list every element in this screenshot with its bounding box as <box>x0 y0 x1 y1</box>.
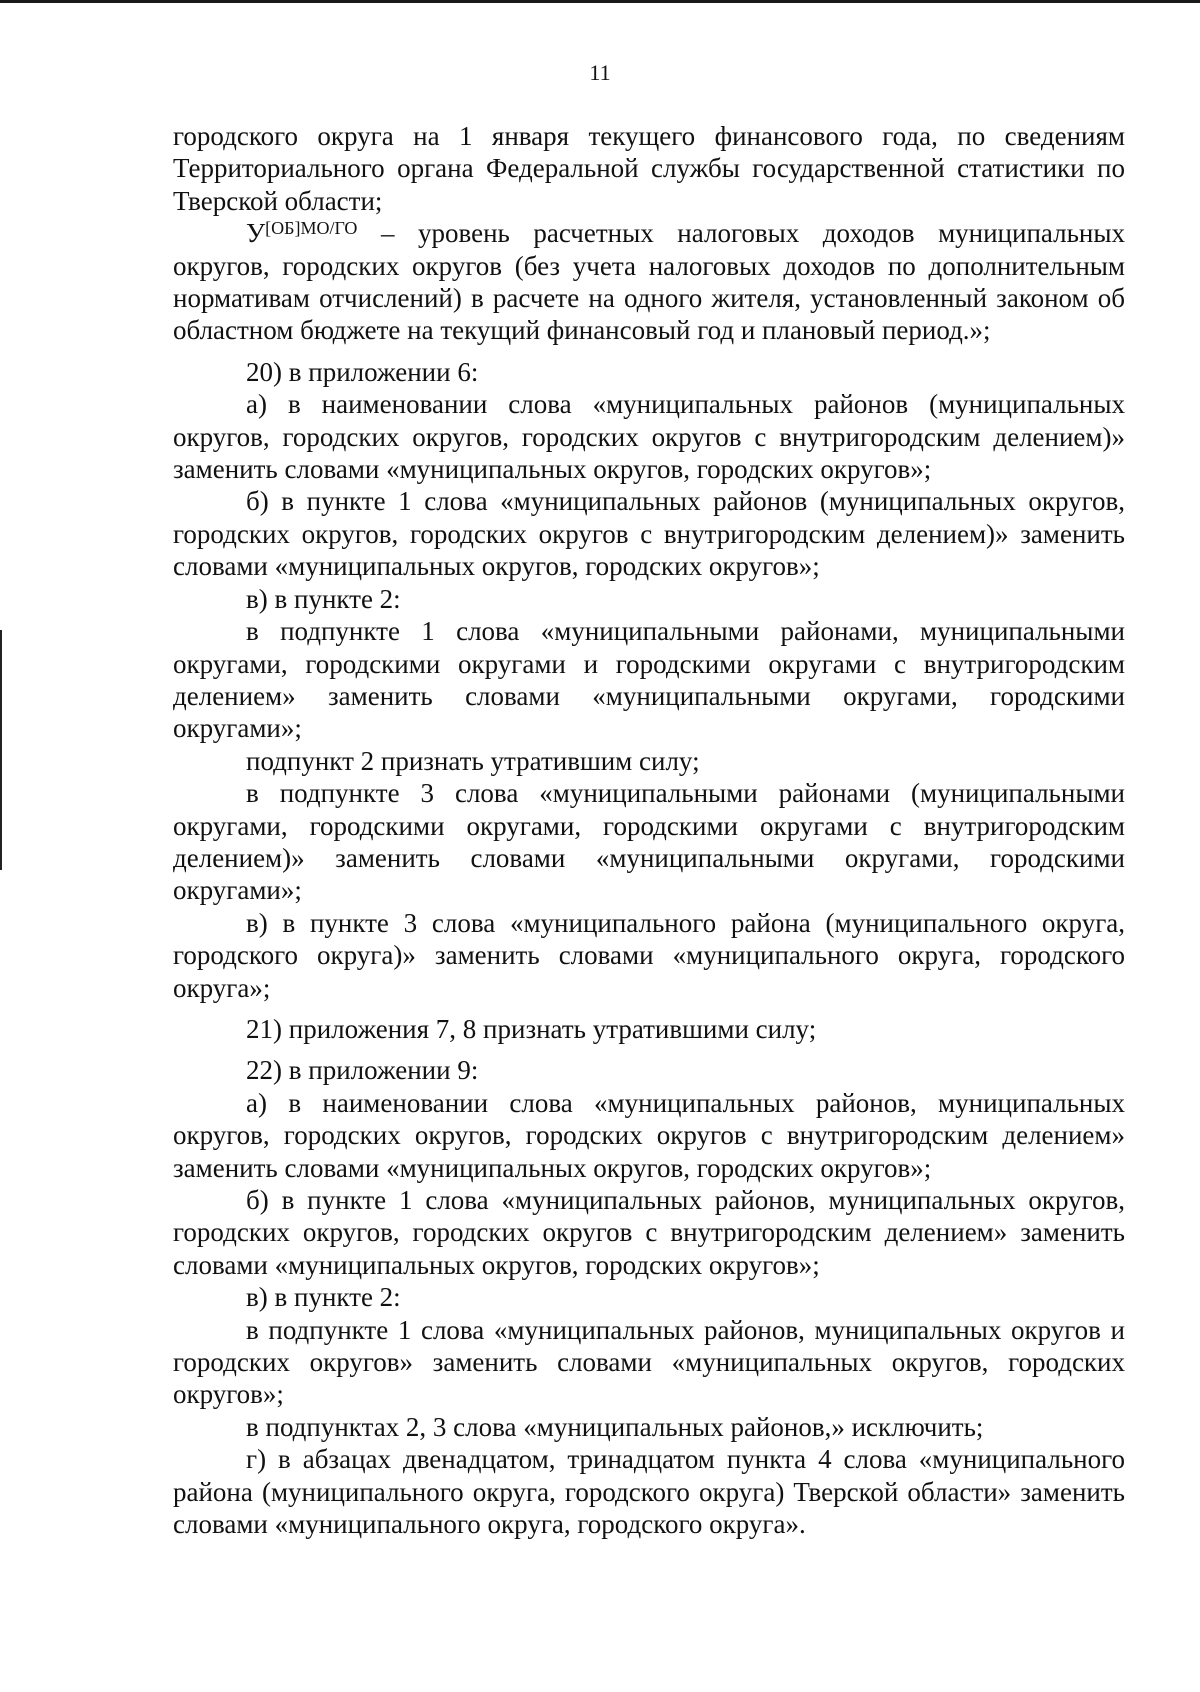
paragraph: в) в пункте 3 слова «муниципального района (муниципального округа, городского округа)» заменить словами «муниципального округа, городского округа»; <box>173 907 1125 1003</box>
paragraph: подпункт 2 признать утратившим силу; <box>246 745 700 776</box>
paragraph: б) в пункте 1 слова «муниципальных районов, муниципальных округов, городских округов, городских округов с внутригородским делением» заменить словами «муниципальных округов, городских округов»; <box>173 1185 1125 1280</box>
formula-definition-paragraph <box>173 217 1125 347</box>
scan-edge <box>0 0 1200 3</box>
document-body <box>173 120 1125 1540</box>
list-item-22: 22) в приложении 9: <box>246 1055 479 1086</box>
paragraph: в подпункте 1 слова «муниципальных районов, муниципальных округов и городских округов» заменить словами «муниципальных округов, городских округов»; <box>173 1314 1125 1410</box>
list-item-21: 21) приложения 7, 8 признать утратившими силу; <box>246 1013 817 1044</box>
paragraph-gap <box>173 1045 1125 1054</box>
paragraph: в) в пункте 2: <box>246 1282 401 1313</box>
paragraph: а) в наименовании слова «муниципальных районов (муниципальных округов, городских округов, городских округов с внутригородским делением)» заменить словами «муниципальных округов, городских округов»; <box>173 389 1125 485</box>
page-number: 11 <box>589 60 611 85</box>
formula-variable <box>246 218 357 248</box>
paragraph: г) в абзацах двенадцатом, тринадцатом пункта 4 слова «муниципального района (муниципального округа, городского округа) Тверской области» заменить словами «муниципального округа, городского округа». <box>173 1444 1125 1540</box>
list-item-20: 20) в приложении 6: <box>246 356 479 387</box>
paragraph-gap <box>173 347 1125 356</box>
paragraph: городского округа на 1 января текущего финансового года, по сведениям Территориального органа Федеральной службы государственной статистики по Тверской области; <box>173 121 1125 216</box>
formula-definition-text: – уровень расчетных налоговых доходов муниципальных округов, городских округов (без учета налоговых доходов по дополнительным нормативам отчислений) в расчете на одного жителя, установленный законом об областном бюджете на текущий финансовый год и плановый период.»; <box>173 218 1125 346</box>
paragraph: в подпунктах 2, 3 слова «муниципальных районов,» исключить; <box>246 1411 984 1442</box>
paragraph: а) в наименовании слова «муниципальных районов, муниципальных округов, городских округов, городских округов с внутригородским делением» заменить словами «муниципальных округов, городских округов»; <box>173 1087 1125 1183</box>
paragraph: в подпункте 3 слова «муниципальными районами (муниципальными округами, городскими округами, городскими округами с внутригородским делением)» заменить словами «муниципальными округами, городскими округами»; <box>173 778 1125 906</box>
formula-variable-base: У <box>246 218 266 249</box>
paragraph-gap <box>173 1004 1125 1013</box>
paragraph: в подпункте 1 слова «муниципальными районами, муниципальными округами, городскими округами и городскими округами с внутригородским делением» заменить словами «муниципальными округами, городскими округами»; <box>173 616 1125 744</box>
paragraph: в) в пункте 2: <box>246 583 401 614</box>
formula-variable-superscript: [ОБ]МО/ГО <box>265 218 358 239</box>
paragraph: б) в пункте 1 слова «муниципальных районов (муниципальных округов, городских округов, городских округов с внутригородским делением)» заменить словами «муниципальных округов, городских округов»; <box>173 486 1125 582</box>
scan-margin-mark <box>0 630 2 870</box>
